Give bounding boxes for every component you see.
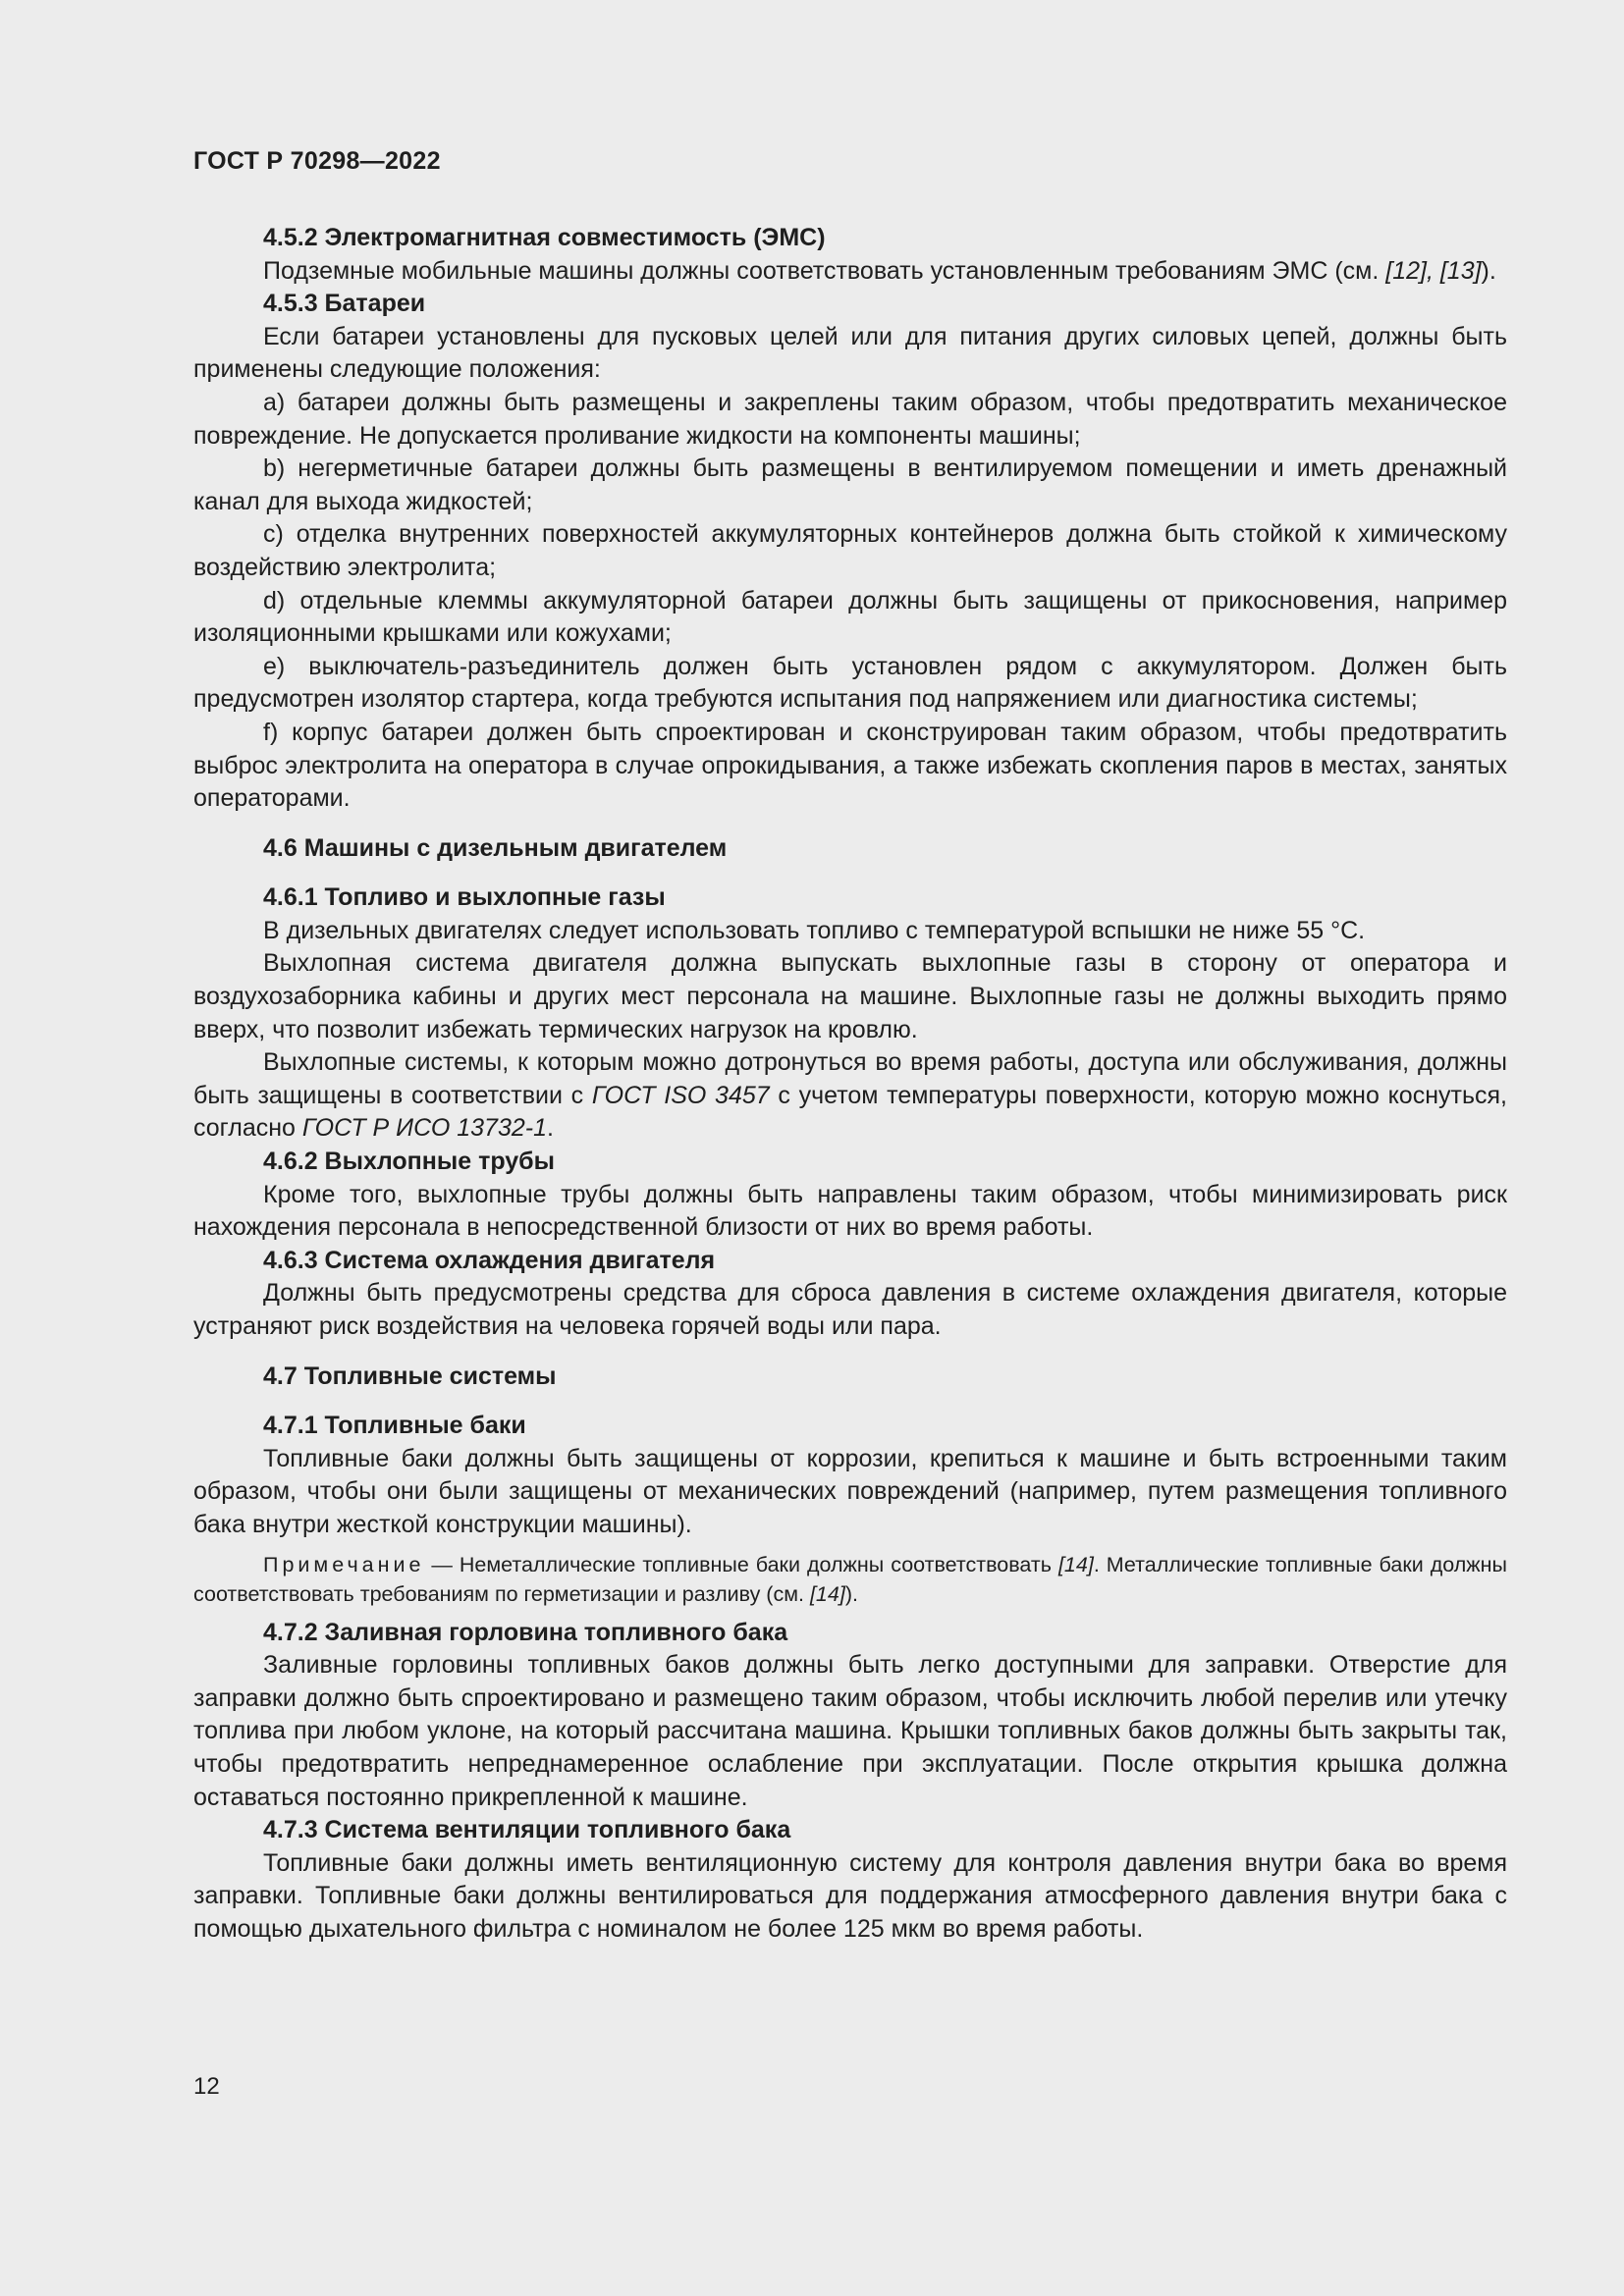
reference-link[interactable]: [12], [13] xyxy=(1385,256,1482,285)
heading-4-6-3: 4.6.3 Система охлаждения двигателя xyxy=(263,1246,716,1274)
reference-link[interactable]: [14] xyxy=(809,1581,845,1606)
heading-4-7: 4.7 Топливные системы xyxy=(263,1362,557,1390)
text-segment: ). xyxy=(1481,256,1496,285)
list-item-c: c) отделка внутренних поверхностей аккумуляторных контейнеров должна быть стойкой к химическому воздействию электролита; xyxy=(193,520,1507,581)
list-item-a: a) батареи должны быть размещены и закреплены таким образом, чтобы предотвратить механическое повреждение. Не допускается проливание жидкости на компоненты машины; xyxy=(193,388,1507,450)
paragraph-4-6-1-protection xyxy=(193,1046,1507,1146)
heading-4-6: 4.6 Машины с дизельным двигателем xyxy=(263,833,728,862)
text-segment: . xyxy=(546,1114,554,1143)
paragraph-4-6-2: Кроме того, выхлопные трубы должны быть направлены таким образом, чтобы минимизировать риск нахождения персонала в непосредственной близости от них во время работы. xyxy=(193,1180,1507,1242)
text-segment: — Неметаллические топливные баки должны соответствовать xyxy=(424,1552,1058,1576)
heading-4-7-1: 4.7.1 Топливные баки xyxy=(263,1412,526,1440)
standard-reference[interactable]: ГОСТ Р ИСО 13732-1 xyxy=(301,1114,547,1143)
document-header: ГОСТ Р 70298—2022 xyxy=(193,147,441,175)
reference-link[interactable]: [14] xyxy=(1057,1552,1094,1576)
list-item-e: e) выключатель-разъединитель должен быть установлен рядом с аккумулятором. Должен быть предусмотрен изолятор стартера, когда требуются испытания под напряжением или диагностика системы; xyxy=(193,652,1507,714)
paragraph-4-5-3-intro: Если батареи установлены для пусковых целей или для питания других силовых цепей, должны быть применены следующие положения: xyxy=(193,322,1507,384)
text-segment: с учетом температуры поверхности, которую можно коснуться, согласно xyxy=(193,1081,1507,1143)
document-body xyxy=(193,222,1507,1947)
text-segment: Выхлопные системы, к которым можно дотронуться во время работы, доступа или обслуживания, должны быть защищены в соответствии с xyxy=(193,1048,1507,1109)
heading-4-7-3: 4.7.3 Система вентиляции топливного бака xyxy=(263,1816,791,1844)
paragraph-4-7-1: Топливные баки должны быть защищены от коррозии, крепиться к машине и быть встроенными таким образом, чтобы они были защищены от механических повреждений (например, путем размещения топливного бака внутри жесткой конструкции машины). xyxy=(193,1444,1507,1538)
page-number: 12 xyxy=(193,2073,220,2100)
paragraph-4-5-2 xyxy=(193,255,1507,289)
text-segment: . Металлические топливные баки должны соответствовать требованиям по герметизации и разливу (см. xyxy=(193,1552,1507,1606)
paragraph-4-6-1-fuel: В дизельных двигателях следует использовать топливо с температурой вспышки не ниже 55 °С. xyxy=(263,916,1366,944)
paragraph-4-7-3: Топливные баки должны иметь вентиляционную систему для контроля давления внутри бака во время заправки. Топливные баки должны вентилироваться для поддержания атмосферного давления внутри бака с помощью дыхательного фильтра с номиналом не более 125 мкм во время работы. xyxy=(193,1848,1507,1943)
text-segment: ). xyxy=(844,1581,858,1606)
heading-4-5-2: 4.5.2 Электромагнитная совместимость (ЭМС) xyxy=(263,224,826,251)
heading-4-5-3: 4.5.3 Батареи xyxy=(263,290,426,318)
list-item-b: b) негерметичные батареи должны быть размещены в вентилируемом помещении и иметь дренажный канал для выхода жидкостей; xyxy=(193,454,1507,515)
heading-4-6-1: 4.6.1 Топливо и выхлопные газы xyxy=(263,883,666,912)
text-segment: Подземные мобильные машины должны соответствовать установленным требованиям ЭМС (см. xyxy=(263,256,1386,285)
note-4-7-1 xyxy=(193,1550,1507,1609)
list-item-f: f) корпус батареи должен быть спроектирован и сконструирован таким образом, чтобы предотвратить выброс электролита на оператора в случае опрокидывания, а также избежать скопления паров в местах, занятых операторами. xyxy=(193,718,1507,813)
paragraph-4-6-3: Должны быть предусмотрены средства для сброса давления в системе охлаждения двигателя, которые устраняют риск воздействия на человека горячей воды или пара. xyxy=(193,1279,1507,1340)
standard-reference[interactable]: ГОСТ ISO 3457 xyxy=(591,1081,770,1109)
heading-4-7-2: 4.7.2 Заливная горловина топливного бака xyxy=(263,1618,788,1646)
heading-4-6-2: 4.6.2 Выхлопные трубы xyxy=(263,1148,555,1176)
paragraph-4-6-1-exhaust: Выхлопная система двигателя должна выпускать выхлопные газы в сторону от оператора и воздухозаборника кабины и других мест персонала на машине. Выхлопные газы не должны выходить прямо вверх, что позволит избежать термических нагрузок на кровлю. xyxy=(193,949,1507,1043)
list-item-d: d) отдельные клеммы аккумуляторной батареи должны быть защищены от прикосновения, например изоляционными крышками или кожухами; xyxy=(193,586,1507,648)
note-label: Примечание xyxy=(263,1552,425,1576)
paragraph-4-7-2: Заливные горловины топливных баков должны быть легко доступными для заправки. Отверстие для заправки должно быть спроектировано и размещено таким образом, чтобы исключить любой перелив или утечку топлива при любом уклоне, на который рассчитана машина. Крышки топливных баков должны быть закрыты так, чтобы предотвратить непреднамеренное ослабление при эксплуатации. После открытия крышка должна оставаться постоянно прикрепленной к машине. xyxy=(193,1651,1507,1811)
